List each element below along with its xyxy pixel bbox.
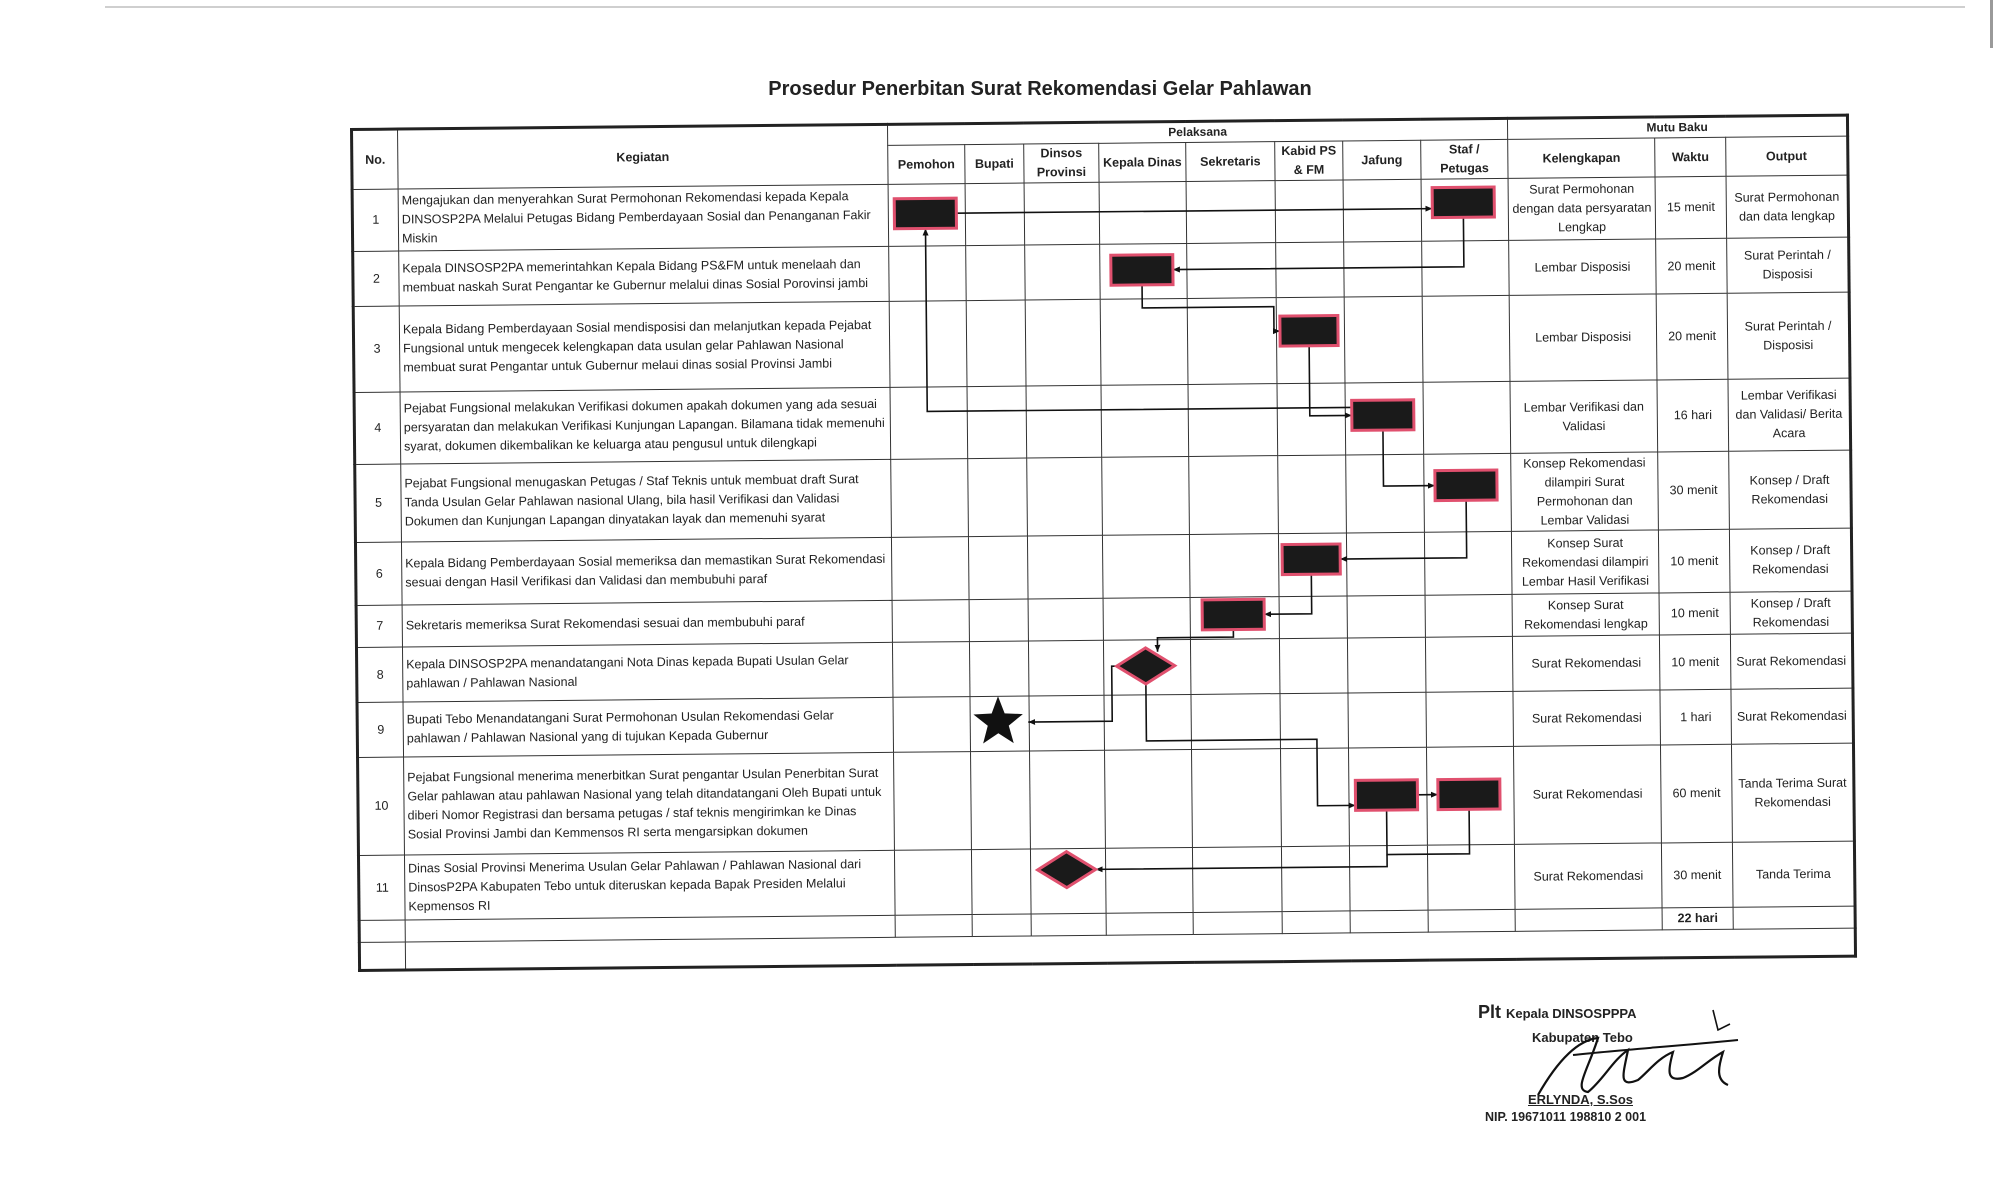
row-waktu: 15 menit [1655, 176, 1727, 239]
actor-cell [889, 301, 967, 388]
actor-cell [1422, 295, 1510, 382]
row-number: 7 [356, 605, 402, 647]
row-output: Konsep / Draft Rekomendasi [1729, 450, 1852, 529]
row-waktu: 60 menit [1661, 744, 1733, 843]
scan-edge-line [105, 0, 1965, 8]
table-row [355, 450, 1852, 542]
actor-cell [889, 246, 967, 302]
row-kegiatan: Kepala DINSOSP2PA memerintahkan Kepala Bidang PS&FM untuk menelaah dan membuat naskah Surat Pengantar ke Gubernur melalui dinas Sosial Porovinsi jambi [399, 246, 890, 306]
header-actor-dinsos-provinsi: Dinsos Provinsi [1024, 143, 1099, 183]
total-cell [895, 915, 972, 938]
actor-cell [1102, 456, 1190, 535]
actor-cell [1349, 845, 1428, 911]
actor-cell [1028, 598, 1103, 641]
actor-cell [1188, 384, 1278, 457]
actor-cell [1425, 636, 1513, 692]
actor-cell [1424, 531, 1512, 595]
actor-cell [1025, 299, 1101, 386]
total-cell [1428, 909, 1515, 932]
actor-cell [1100, 298, 1188, 385]
actor-cell [1186, 181, 1276, 244]
row-kelengkapan: Konsep Rekomendasi dilampiri Surat Permohonan dan Lembar Validasi [1511, 452, 1659, 531]
actor-cell [1347, 595, 1425, 638]
header-no: No. [352, 129, 399, 189]
row-waktu: 1 hari [1660, 689, 1732, 745]
actor-cell [1281, 748, 1350, 847]
total-cell [1282, 911, 1350, 934]
actor-cell [1028, 640, 1104, 696]
actor-cell [969, 641, 1029, 697]
actor-cell [892, 600, 969, 643]
actor-cell [966, 245, 1026, 301]
row-waktu: 30 menit [1658, 451, 1730, 530]
header-actor-kepala-dinas: Kepala Dinas [1099, 142, 1186, 182]
header-waktu: Waktu [1655, 137, 1726, 177]
actor-cell [1344, 241, 1423, 297]
table-row [353, 292, 1850, 392]
actor-cell [1099, 181, 1187, 244]
actor-cell [1426, 746, 1514, 845]
row-kegiatan: Kepala Bidang Pemberdayaan Sosial mendisposisi dan melanjutkan kepada Pejabat Fungsional untuk mengecek kelengkapan data usulan gelar Pahlawan Nasional membuat surat Pengantar untuk Gubernur melaui dinas sosial Provinsi Jambi [399, 301, 890, 392]
actor-cell [1276, 242, 1345, 298]
actor-cell [888, 184, 966, 247]
actor-cell [1190, 639, 1280, 695]
actor-cell [965, 183, 1025, 246]
actor-cell [1275, 180, 1344, 243]
row-kegiatan: Pejabat Fungsional melakukan Verifikasi dokumen apakah dokumen yang ada sesuai persyaratan dan melakukan Verifikasi Kunjungan Lapangan. Bilamana tidak memenuhi syarat, dokumen dikembalikan ke keluarga atau pengusul untuk dilengkapi [400, 387, 891, 464]
signature-nip: NIP. 19671011 198810 2 001 [1485, 1110, 1647, 1124]
actor-cell [1347, 637, 1426, 693]
actor-cell [1422, 240, 1510, 296]
actor-cell [971, 751, 1031, 850]
actor-cell [1104, 694, 1192, 750]
row-number: 11 [358, 855, 405, 920]
row-output: Tanda Terima [1733, 841, 1856, 907]
row-output: Surat Perintah / Disposisi [1727, 237, 1850, 293]
row-output: Lembar Verifikasi dan Validasi/ Berita Acara [1728, 378, 1851, 451]
actor-cell [1027, 457, 1103, 536]
actor-cell [1100, 243, 1188, 299]
row-kegiatan: Dinas Sosial Provinsi Menerima Usulan Gelar Pahlawan / Pahlawan Nasional dari DinsosP2PA Kabupaten Tebo untuk diteruskan kepada Bapak Presiden Melalui Kepmensos RI [404, 850, 895, 920]
actor-cell [1279, 596, 1347, 639]
empty-cell [359, 942, 405, 970]
row-number: 8 [356, 647, 403, 702]
actor-cell [1348, 692, 1427, 748]
actor-cell [1424, 453, 1512, 532]
actor-cell [1105, 847, 1193, 913]
actor-cell [1343, 179, 1422, 242]
signature-prefix: Plt [1478, 1002, 1502, 1022]
actor-cell [1103, 639, 1191, 695]
header-kelengkapan: Kelengkapan [1508, 138, 1655, 178]
row-kegiatan: Pejabat Fungsional menerima menerbitkan Surat pengantar Usulan Penerbitan Surat Gelar pahlawan atau pahlawan Nasional yang telah ditandatangani Oleh Bupati untuk diberi Nomor Registrasi dan bersama petugas / staf teknis mengirimkan ke Dinas Sosial Provinsi Jambi dan Kemmensos RI serta mengarsipkan dokumen [404, 752, 895, 855]
row-output: Konsep / Draft Rekomendasi [1730, 528, 1853, 592]
signature-title: Kepala DINSOSPPPA [1506, 1006, 1637, 1021]
row-waktu: 16 hari [1657, 379, 1729, 452]
header-output: Output [1726, 136, 1848, 176]
actor-cell [891, 537, 969, 601]
actor-cell [1190, 597, 1279, 640]
total-cell [1031, 913, 1106, 936]
actor-cell [1425, 594, 1512, 637]
row-kegiatan: Sekretaris memeriksa Surat Rekomendasi sesuai dan membubuhi paraf [402, 600, 892, 647]
actor-cell [1279, 638, 1348, 694]
actor-cell [1189, 456, 1279, 535]
actor-cell [1280, 693, 1349, 749]
actor-cell [1187, 243, 1277, 299]
actor-cell [1026, 385, 1102, 458]
actor-cell [1191, 694, 1281, 750]
procedure-sheet [350, 114, 1854, 993]
row-number: 6 [355, 542, 402, 605]
actor-cell [894, 850, 972, 916]
actor-cell [892, 642, 970, 698]
row-output: Surat Rekomendasi [1731, 688, 1854, 744]
actor-cell [1101, 384, 1189, 457]
total-cell [359, 920, 405, 942]
row-waktu: 10 menit [1659, 529, 1731, 593]
actor-cell [1192, 749, 1282, 848]
actor-cell [1189, 534, 1279, 598]
actor-cell [1027, 535, 1103, 599]
header-actor-jafung: Jafung [1343, 140, 1421, 180]
row-number: 9 [357, 702, 404, 757]
signature-block [1478, 1000, 1798, 1140]
actor-cell [1024, 182, 1100, 245]
actor-cell [1029, 695, 1105, 751]
actor-cell [1427, 844, 1515, 910]
total-cell [1350, 910, 1428, 933]
actor-cell [1102, 534, 1190, 598]
total-cell [1515, 908, 1662, 931]
actor-cell [970, 696, 1030, 752]
row-output: Surat Perintah / Disposisi [1727, 292, 1850, 379]
row-kelengkapan: Surat Permohonan dengan data persyaratan Lengkap [1508, 177, 1656, 240]
table-row [358, 743, 1855, 855]
row-kegiatan: Mengajukan dan menyerahkan Surat Permohonan Rekomendasi kepada Kepala DINSOSP2PA Melalui Petugas Bidang Pemberdayaan Sosial dan Penanganan Fakir Miskin [398, 184, 889, 251]
row-kelengkapan: Konsep Surat Rekomendasi lengkap [1512, 593, 1659, 636]
header-pelaksana: Pelaksana [887, 118, 1507, 145]
procedure-table [350, 114, 1857, 972]
row-kelengkapan: Surat Rekomendasi [1513, 690, 1661, 746]
header-kegiatan: Kegiatan [398, 124, 889, 189]
row-kelengkapan: Lembar Verifikasi dan Validasi [1510, 380, 1658, 453]
actor-cell [1277, 383, 1346, 456]
actor-cell [894, 752, 972, 851]
row-number: 4 [354, 392, 401, 464]
actor-cell [1346, 454, 1425, 533]
row-kegiatan: Bupati Tebo Menandatangani Surat Permohonan Usulan Rekomendasi Gelar pahlawan / Pahlawan Nasional yang di tujukan Kepada Gubernur [403, 697, 894, 757]
row-output: Surat Permohonan dan data lengkap [1726, 175, 1849, 238]
row-waktu: 10 menit [1660, 634, 1732, 690]
row-number: 3 [353, 306, 400, 392]
actor-cell [971, 849, 1031, 915]
row-kegiatan: Kepala DINSOSP2PA menandatangani Nota Dinas kepada Bupati Usulan Gelar pahlawan / Pahlawan Nasional [402, 642, 893, 702]
header-actor-pemohon: Pemohon [888, 145, 965, 185]
actor-cell [1346, 532, 1425, 596]
actor-cell [1344, 296, 1423, 383]
header-actor-staf: Staf / Petugas [1421, 139, 1508, 179]
actor-cell [966, 300, 1026, 387]
row-kelengkapan: Lembar Disposisi [1509, 294, 1657, 381]
actor-cell [968, 458, 1028, 537]
actor-cell [1281, 846, 1350, 912]
actor-cell [1192, 847, 1282, 913]
actor-cell [1348, 747, 1427, 846]
actor-cell [1187, 298, 1277, 385]
row-kelengkapan: Surat Rekomendasi [1515, 843, 1663, 909]
header-actor-kabid: Kabid PS & FM [1275, 141, 1343, 181]
actor-cell [1278, 455, 1347, 534]
actor-cell [1025, 244, 1101, 300]
actor-cell [967, 386, 1027, 459]
total-cell [1733, 906, 1855, 929]
row-kegiatan: Kepala Bidang Pemberdayaan Sosial memeriksa dan memastikan Surat Rekomendasi sesuai dengan Hasil Verifikasi dan Validasi dan membubuhi paraf [401, 537, 892, 605]
row-output: Konsep / Draft Rekomendasi [1730, 591, 1852, 634]
actor-cell [1103, 597, 1190, 640]
actor-cell [1278, 533, 1347, 597]
total-waktu: 22 hari [1662, 907, 1733, 930]
actor-cell [1345, 382, 1424, 455]
actor-cell [1105, 749, 1193, 848]
row-kelengkapan: Surat Rekomendasi [1514, 745, 1662, 844]
total-cell [1193, 912, 1282, 935]
actor-cell [893, 697, 971, 753]
row-kelengkapan: Surat Rekomendasi [1513, 635, 1661, 691]
row-waktu: 30 menit [1662, 842, 1734, 908]
actor-cell [969, 599, 1028, 642]
row-number: 10 [358, 757, 405, 855]
row-number: 1 [352, 189, 399, 251]
row-kegiatan: Pejabat Fungsional menugaskan Petugas / Staf Teknis untuk membuat draft Surat Tanda Usulan Gelar Pahlawan nasional Ulang, bila hasil Verifikasi dan Validasi Dokumen dan Kunjungan Lapangan dinyatakan layak dan memenuhi syarat [401, 459, 892, 542]
actor-cell [1423, 381, 1511, 454]
actor-cell [1421, 178, 1509, 241]
header-mutu-baku: Mutu Baku [1508, 115, 1848, 139]
total-cell [1106, 912, 1193, 935]
row-waktu: 20 menit [1656, 238, 1728, 294]
row-kelengkapan: Konsep Surat Rekomendasi dilampiri Lembar Hasil Verifikasi [1512, 530, 1660, 594]
row-output: Surat Rekomendasi [1731, 633, 1854, 689]
actor-cell [968, 536, 1028, 600]
row-output: Tanda Terima Surat Rekomendasi [1732, 743, 1855, 842]
actor-cell [1276, 297, 1345, 384]
header-actor-sekretaris: Sekretaris [1186, 142, 1275, 182]
row-waktu: 10 menit [1659, 592, 1730, 635]
row-kelengkapan: Lembar Disposisi [1509, 239, 1657, 295]
signature-name: ERLYNDA, S.Sos [1528, 1092, 1633, 1107]
actor-cell [1426, 691, 1514, 747]
row-number: 5 [355, 464, 402, 542]
scan-edge-mark [1990, 0, 1993, 48]
row-waktu: 20 menit [1656, 293, 1728, 380]
actor-cell [1030, 750, 1106, 849]
header-actor-bupati: Bupati [965, 144, 1024, 184]
actor-cell [1030, 848, 1106, 914]
actor-cell [891, 459, 969, 538]
total-cell [972, 914, 1031, 937]
document-title: Prosedur Penerbitan Surat Rekomendasi Gelar Pahlawan [768, 78, 1312, 100]
actor-cell [890, 387, 968, 460]
row-number: 2 [353, 251, 400, 306]
signature-subtitle: Kabupaten Tebo [1532, 1030, 1633, 1045]
